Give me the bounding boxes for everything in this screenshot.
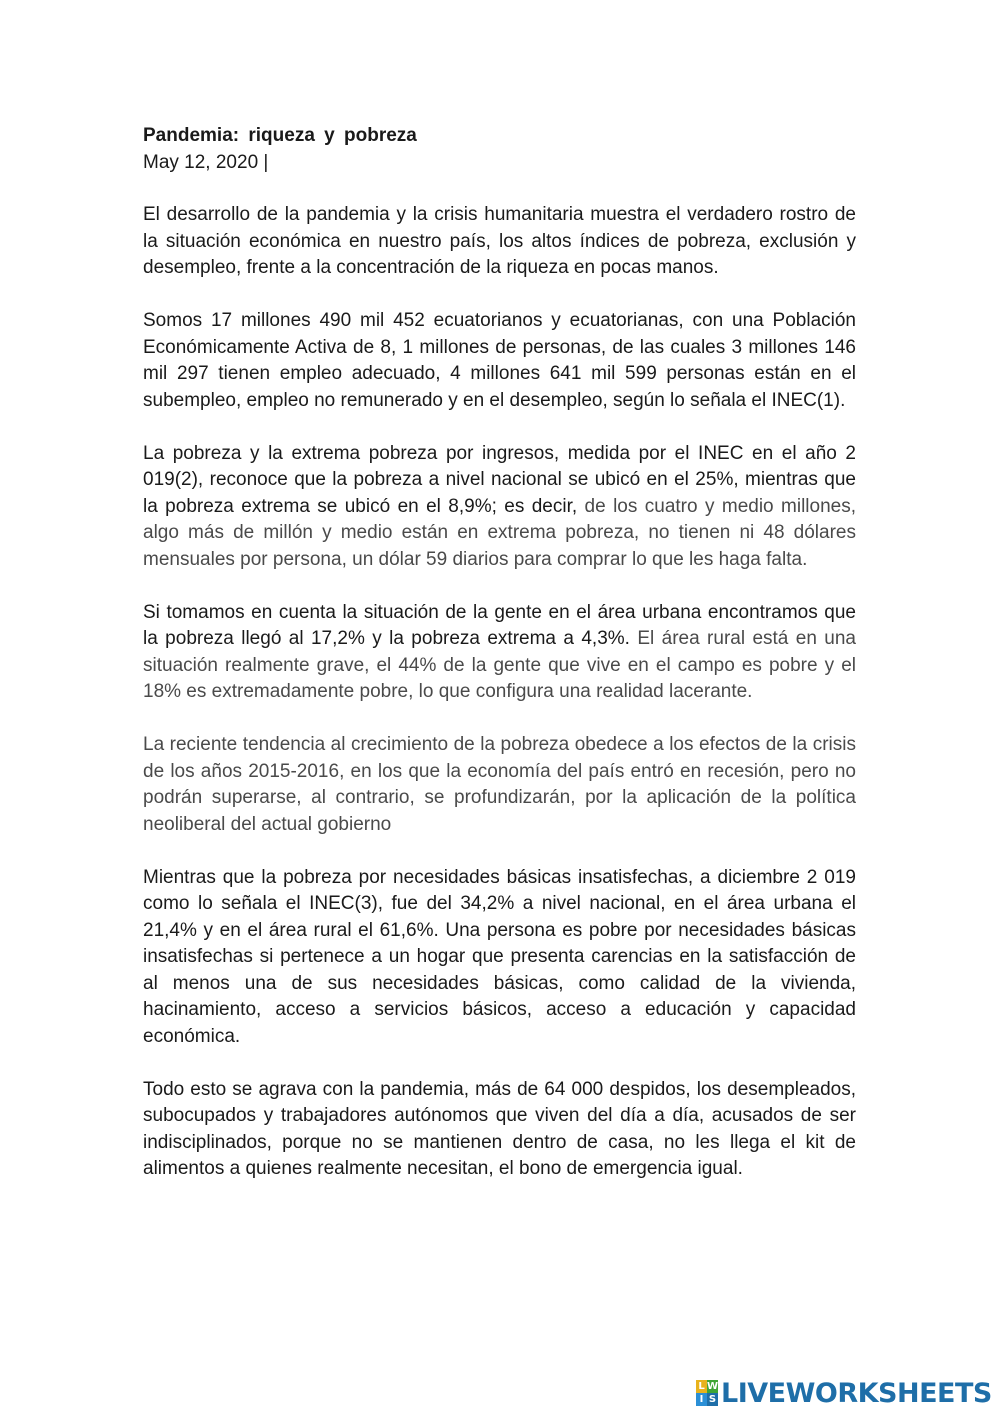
logo-letter: L (696, 1380, 707, 1393)
liveworksheets-logo-icon (696, 1380, 718, 1406)
watermark-text: LIVEWORKSHEETS (721, 1377, 992, 1409)
paragraph (143, 865, 856, 1051)
paragraph-text: de los cuatro y medio millones, algo más de millón y medio están en extrema pobreza, no tienen ni 48 dólares mensuales por persona, un dólar 59 diarios para comprar lo que les haga falta. (143, 495, 856, 570)
paragraph-text: Somos 17 millones 490 mil 452 ecuatorianos y ecuatorianas, con una Población Económicamente Activa de 8, 1 millones de personas, de las cuales 3 millones 146 mil 297 tienen empleo adecuado, 4 millones 641 mil 599 personas están en el subempleo, empleo no remunerado y en el desempleo, según lo señala el INEC(1). (143, 310, 856, 411)
logo-letter: I (696, 1393, 707, 1406)
article-body (143, 202, 856, 1183)
paragraph (143, 441, 856, 574)
paragraph (143, 600, 856, 706)
logo-letter: W (707, 1381, 719, 1392)
liveworksheets-watermark (696, 1378, 992, 1408)
paragraph (143, 308, 856, 414)
logo-letter: S (708, 1394, 717, 1405)
paragraph-text: Si tomamos en cuenta la situación de la gente en el área urbana encontramos que la pobreza llegó al 17,2% y la pobreza extrema a 4,3%. (143, 601, 856, 649)
paragraph (143, 732, 856, 838)
article (143, 122, 856, 1209)
paragraph-text: El desarrollo de la pandemia y la crisis humanitaria muestra el verdadero rostro de la situación económica en nuestro país, los altos índices de pobreza, exclusión y desempleo, frente a la concentración de la riqueza en pocas manos. (143, 204, 856, 278)
paragraph-text: La reciente tendencia al crecimiento de la pobreza obedece a los efectos de la crisis de los años 2015-2016, en los que la economía del país entró en recesión, pero no podrán superarse, al contrario, se profundizarán, por la aplicación de la política neoliberal del actual gobierno (143, 734, 856, 835)
paragraph (143, 202, 856, 282)
paragraph-text: Mientras que la pobreza por necesidades básicas insatisfechas, a diciembre 2 019 como lo señala el INEC(3), fue del 34,2% a nivel nacional, en el área urbana el 21,4% y en el área rural el 61,6%. Una persona es pobre por necesidades básicas insatisfechas si pertenece a un hogar que presenta carencias en la satisfacción de al menos una de sus necesidades básicas, como calidad de la vivienda, hacinamiento, acceso a servicios básicos, acceso a educación y capacidad económica. (143, 866, 856, 1047)
paragraph-text: El área rural está en una situación realmente grave, el 44% de la gente que vive en el campo es pobre y el 18% es extremadamente pobre, lo que configura una realidad lacerante. (143, 628, 856, 702)
paragraph (143, 1077, 856, 1183)
paragraph-text: Todo esto se agrava con la pandemia, más de 64 000 despidos, los desempleados, subocupados y trabajadores autónomos que viven del día a día, acusados de ser indisciplinados, porque no se mantienen dentro de casa, no les llega el kit de alimentos a quienes realmente necesitan, el bono de emergencia igual. (143, 1078, 856, 1179)
article-title: Pandemia: riqueza y pobreza (143, 125, 417, 146)
paragraph-text: La pobreza y la extrema pobreza por ingresos, medida por el INEC en el año 2 019(2), reconoce que la pobreza a nivel nacional se ubicó en el 25%, mientras que la pobreza extrema se ubicó en el 8,9%; es decir, (143, 442, 856, 517)
article-date: May 12, 2020 | (143, 152, 269, 173)
